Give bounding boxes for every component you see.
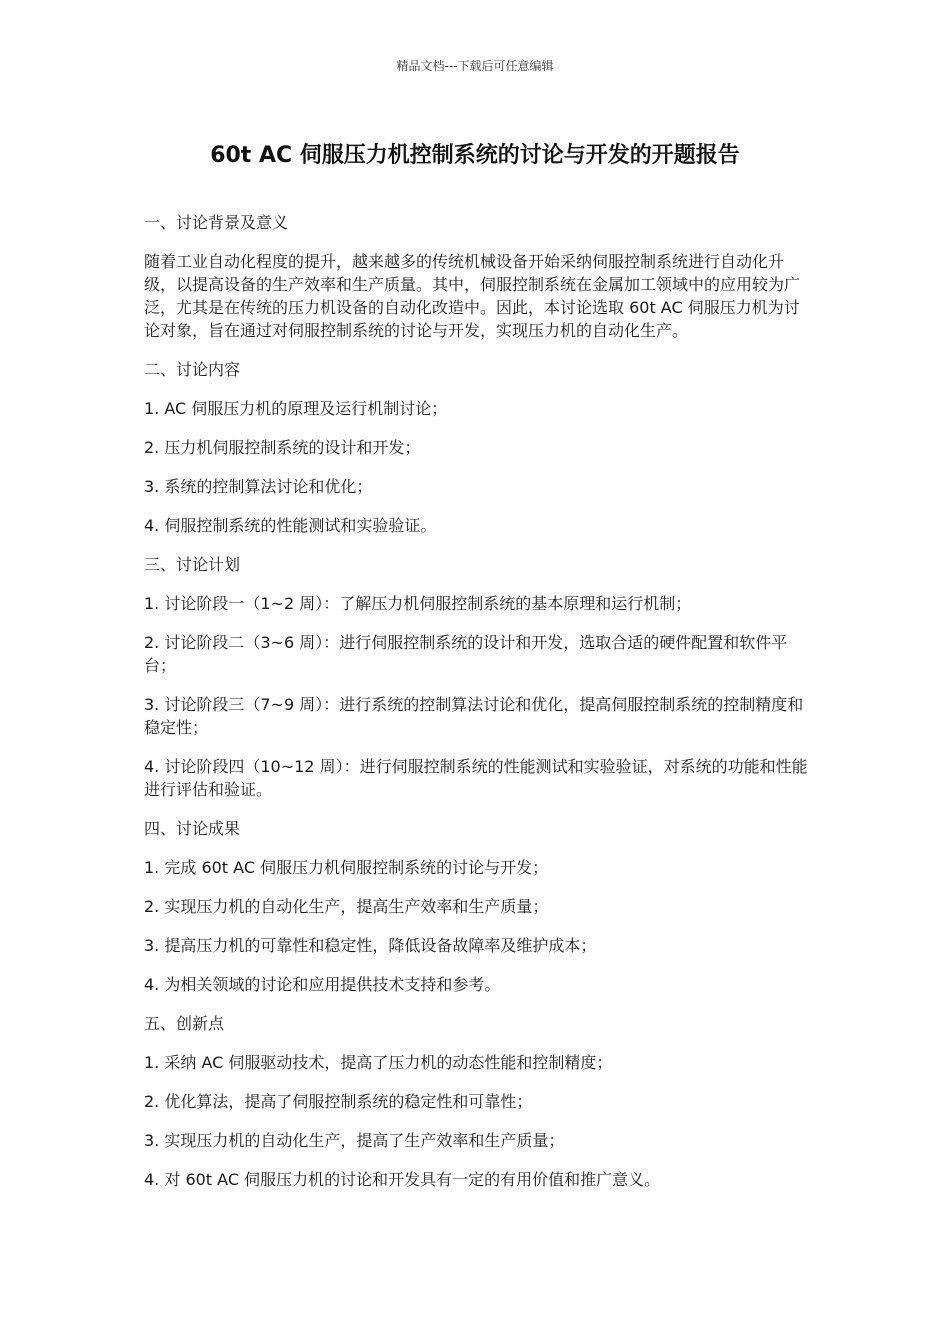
list-item: 4. 为相关领域的讨论和应用提供技术支持和参考。	[144, 975, 501, 994]
list-item: 2. 优化算法，提高了伺服控制系统的稳定性和可靠性；	[144, 1092, 533, 1111]
list-item: 2. 讨论阶段二（3~6 周）：进行伺服控制系统的设计和开发，选取合适的硬件配置和软件平台；	[144, 633, 788, 675]
header-note: 精品文档---下载后可任意编辑	[396, 59, 554, 73]
section-heading-plan: 三、讨论计划	[144, 555, 241, 574]
list-item: 1. 完成 60t AC 伺服压力机伺服控制系统的讨论与开发；	[144, 858, 549, 877]
section-heading-results: 四、讨论成果	[144, 819, 241, 838]
list-item: 2. 压力机伺服控制系统的设计和开发；	[144, 438, 421, 457]
section-heading-content: 二、讨论内容	[144, 360, 241, 379]
section-heading-innovation: 五、创新点	[144, 1014, 225, 1033]
list-item: 4. 讨论阶段四（10~12 周）：进行伺服控制系统的性能测试和实验验证，对系统的功能和性能进行评估和验证。	[144, 757, 808, 799]
document-title: 60t AC 伺服压力机控制系统的讨论与开发的开题报告	[210, 143, 740, 168]
list-item: 1. 采纳 AC 伺服驱动技术，提高了压力机的动态性能和控制精度；	[144, 1053, 613, 1072]
list-item: 4. 伺服控制系统的性能测试和实验验证。	[144, 516, 437, 535]
document-body	[144, 211, 808, 1207]
list-item: 2. 实现压力机的自动化生产，提高生产效率和生产质量；	[144, 897, 549, 916]
list-item: 3. 系统的控制算法讨论和优化；	[144, 477, 373, 496]
list-item: 1. AC 伺服压力机的原理及运行机制讨论；	[144, 399, 448, 418]
list-item: 1. 讨论阶段一（1~2 周）：了解压力机伺服控制系统的基本原理和运行机制；	[144, 594, 692, 613]
paragraph-background: 随着工业自动化程度的提升，越来越多的传统机械设备开始采纳伺服控制系统进行自动化升级，以提高设备的生产效率和生产质量。其中，伺服控制系统在金属加工领域中的应用较为广泛，尤其是在传统的压力机设备的自动化改造中。因此，本讨论选取 60t AC 伺服压力机为讨论对象，旨在通过对伺服控制系统的讨论与开发，实现压力机的自动化生产。	[144, 252, 801, 340]
list-item: 3. 实现压力机的自动化生产，提高了生产效率和生产质量；	[144, 1131, 565, 1150]
list-item: 4. 对 60t AC 伺服压力机的讨论和开发具有一定的有用价值和推广意义。	[144, 1170, 661, 1189]
list-item: 3. 提高压力机的可靠性和稳定性，降低设备故障率及维护成本；	[144, 936, 597, 955]
section-heading-background: 一、讨论背景及意义	[144, 213, 289, 232]
list-item: 3. 讨论阶段三（7~9 周）：进行系统的控制算法讨论和优化，提高伺服控制系统的控制精度和稳定性；	[144, 695, 804, 737]
